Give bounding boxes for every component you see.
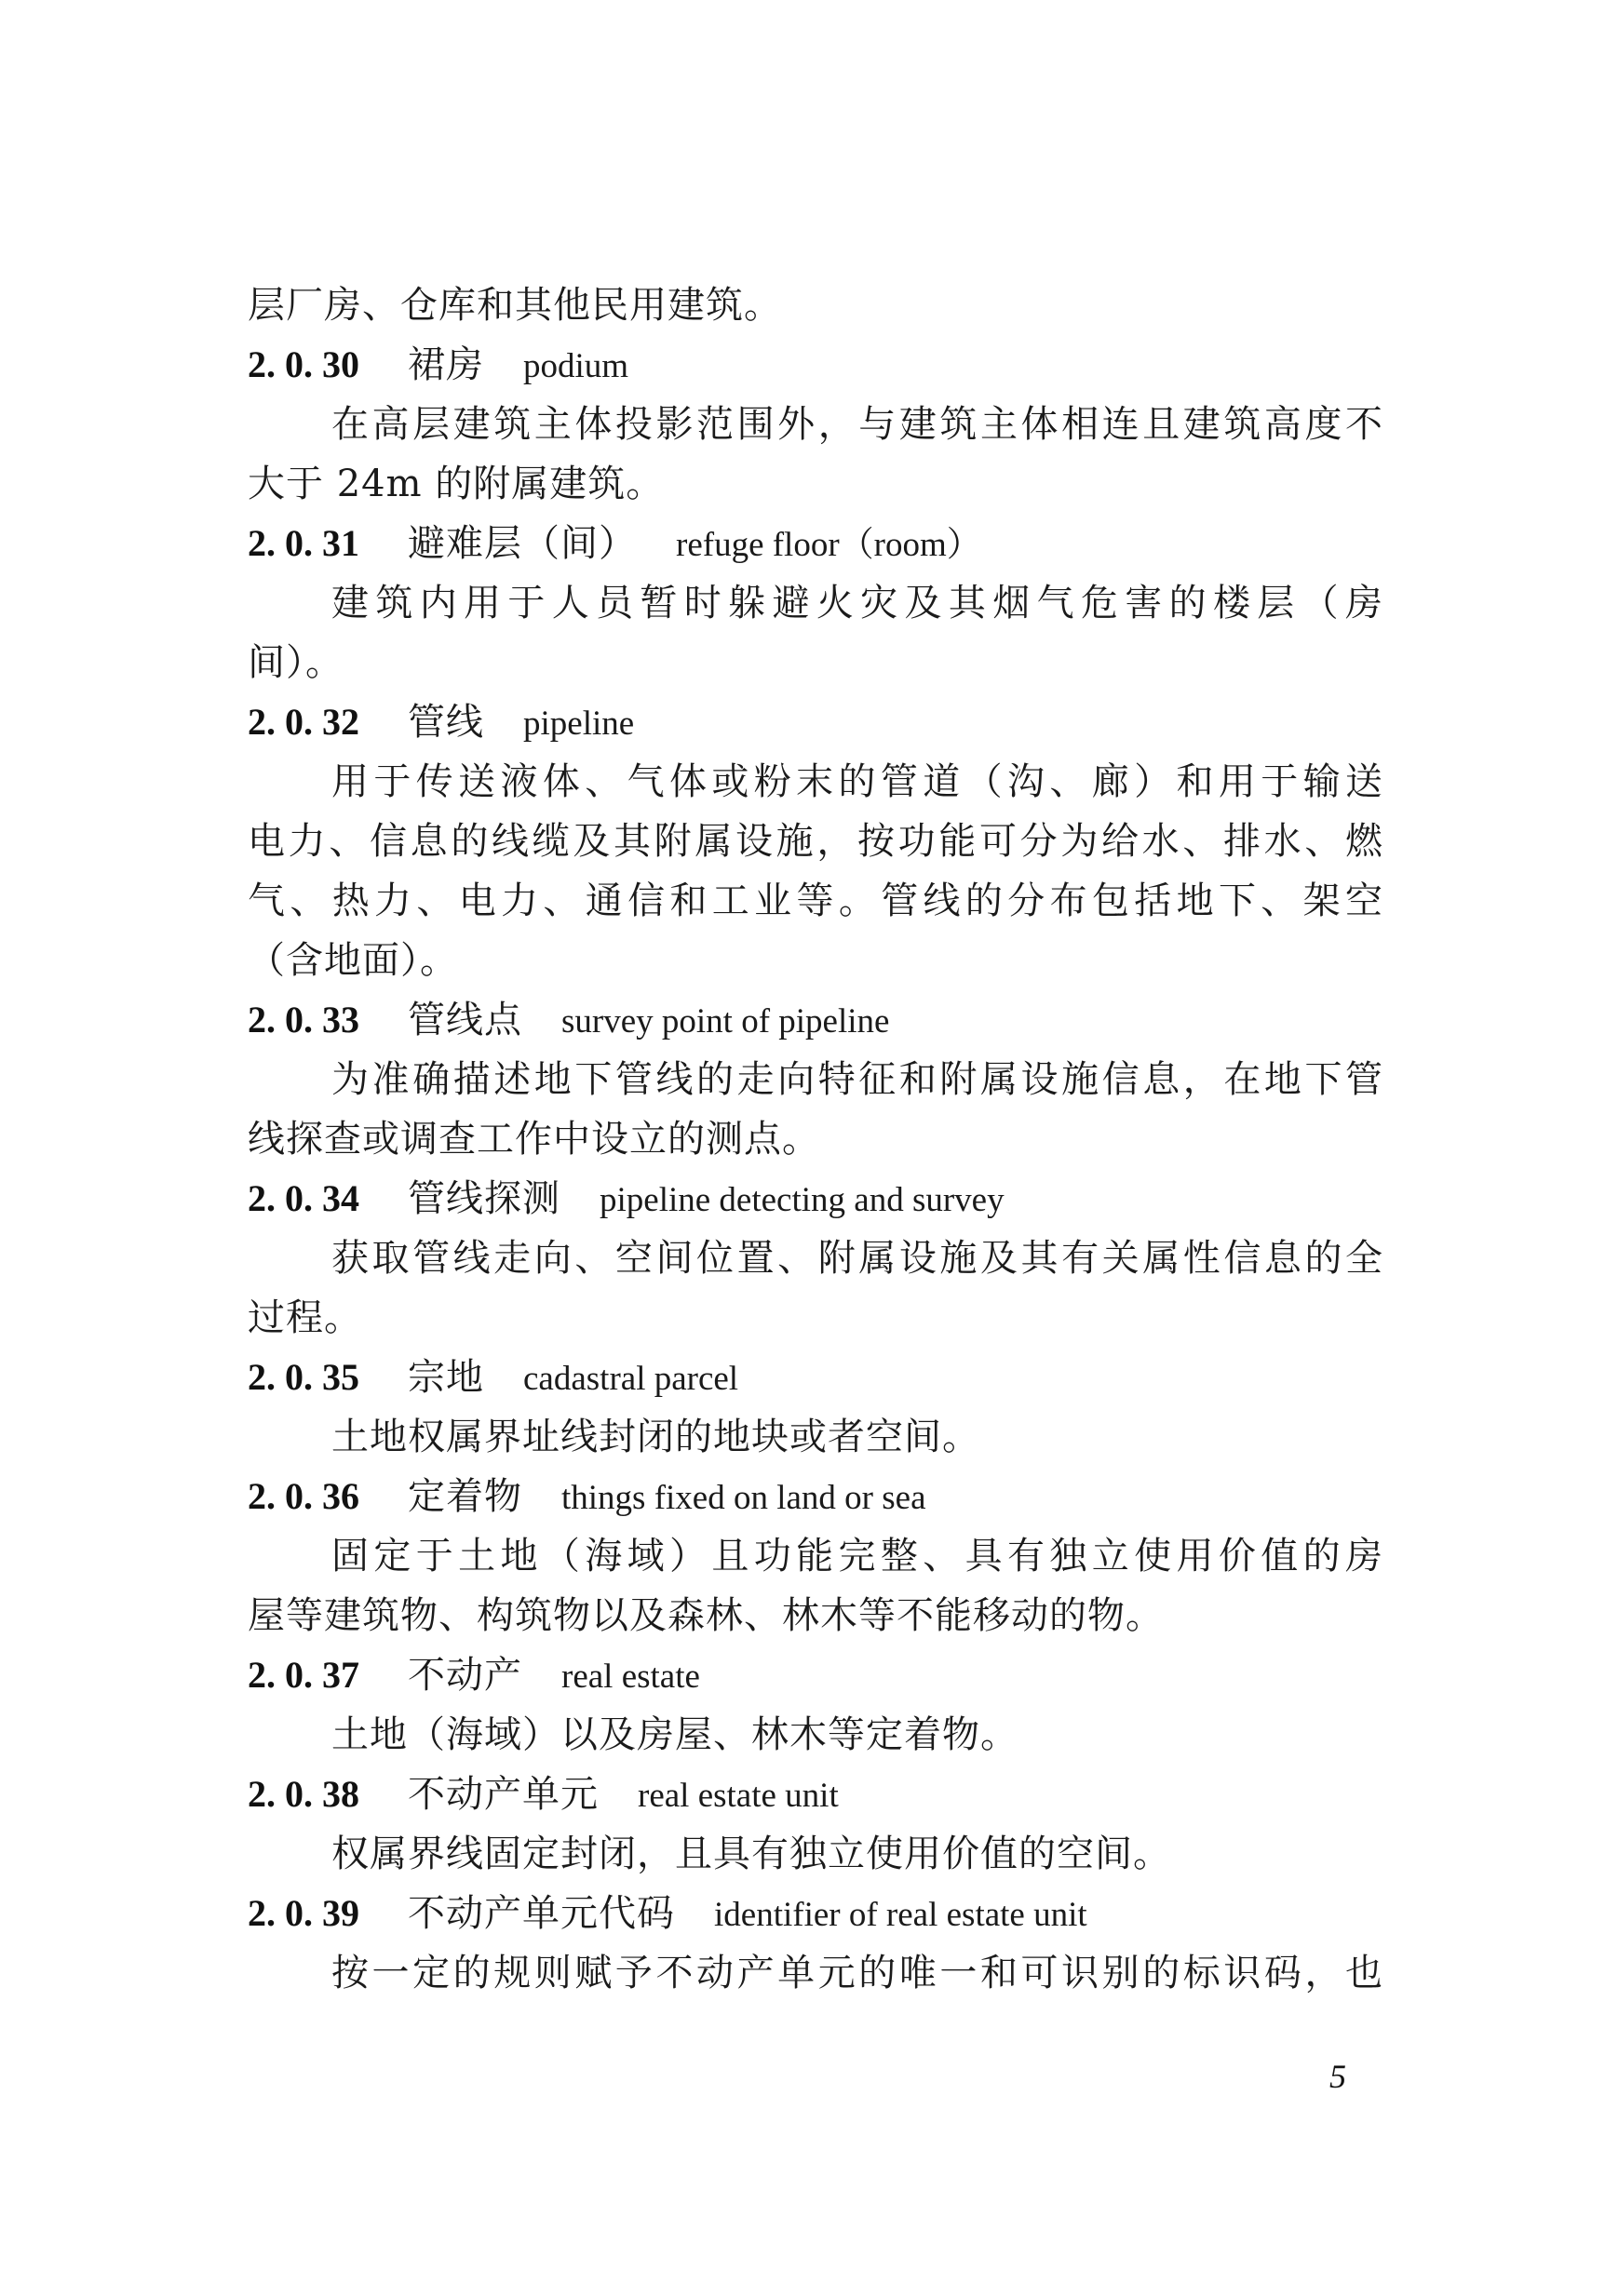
term-chinese: 管线点 (408, 999, 522, 1041)
term-english: real estate unit (638, 1777, 839, 1815)
term-english: things fixed on land or sea (561, 1479, 926, 1517)
definition-line: 固定于土地（海域）且功能完整、具有独立使用价值的房 (331, 1535, 1383, 1578)
definition-line: 电力、信息的线缆及其附属设施，按功能可分为给水、排水、燃 (248, 820, 1383, 863)
definition-line: 建筑内用于人员暂时躲避火灾及其烟气危害的楼层（房 (331, 582, 1383, 624)
term-english: cadastral parcel (523, 1360, 739, 1398)
definition-line: 屋等建筑物、构筑物以及森林、林木等不能移动的物。 (248, 1594, 1164, 1637)
definition-line: 权属界线固定封闭，且具有独立使用价值的空间。 (331, 1833, 1171, 1875)
term-number: 2. 0. 30 (248, 343, 359, 385)
term-english: pipeline (523, 705, 635, 743)
definition-line: 按一定的规则赋予不动产单元的唯一和可识别的标识码，也 (331, 1952, 1383, 1994)
term-heading (248, 990, 1383, 1050)
term-english: pipeline detecting and survey (600, 1181, 1005, 1219)
definition-line: 线探查或调查工作中设立的测点。 (248, 1118, 820, 1161)
term-number: 2. 0. 36 (248, 1475, 359, 1517)
term-heading (248, 1884, 1383, 1943)
definition-line: 土地（海域）以及房屋、林木等定着物。 (331, 1713, 1018, 1756)
term-number: 2. 0. 32 (248, 701, 359, 743)
term-chinese: 管线探测 (408, 1177, 560, 1220)
term-english: identifier of real estate unit (714, 1896, 1087, 1934)
term-chinese: 不动产单元代码 (408, 1892, 675, 1935)
term-number: 2. 0. 37 (248, 1654, 359, 1696)
definition-line: 气、热力、电力、通信和工业等。管线的分布包括地下、架空 (248, 879, 1383, 922)
term-number: 2. 0. 33 (248, 999, 359, 1041)
definition-line: 土地权属界址线封闭的地块或者空间。 (331, 1416, 980, 1458)
term-heading (248, 1348, 1383, 1407)
term-chinese: 不动产 (408, 1654, 522, 1697)
page-number: 5 (1329, 2058, 1346, 2095)
definition-line: 用于传送液体、气体或粉末的管道（沟、廊）和用于输送 (331, 760, 1383, 803)
term-heading (248, 692, 1383, 752)
definition-line: 过程。 (248, 1296, 362, 1339)
term-number: 2. 0. 39 (248, 1892, 359, 1934)
term-number: 2. 0. 38 (248, 1773, 359, 1815)
term-chinese: 避难层（间） (408, 522, 637, 565)
term-english: real estate (561, 1658, 700, 1696)
term-number: 2. 0. 31 (248, 522, 359, 564)
term-chinese: 定着物 (408, 1475, 522, 1518)
continuation-text: 层厂房、仓库和其他民用建筑。 (248, 284, 782, 327)
term-english: refuge floor（room） (676, 526, 981, 564)
term-chinese: 不动产单元 (408, 1773, 599, 1816)
term-heading (248, 1169, 1383, 1229)
term-heading (248, 1765, 1383, 1824)
term-heading (248, 514, 1383, 573)
term-number: 2. 0. 35 (248, 1356, 359, 1398)
definition-line: 间）。 (248, 641, 344, 684)
definition-line: 大于 24m 的附属建筑。 (248, 463, 665, 505)
definition-line: （含地面）。 (248, 939, 458, 982)
term-heading (248, 335, 1383, 395)
term-number: 2. 0. 34 (248, 1177, 359, 1219)
term-heading (248, 1645, 1383, 1705)
definition-line: 在高层建筑主体投影范围外，与建筑主体相连且建筑高度不 (331, 403, 1383, 446)
definition-line: 为准确描述地下管线的走向特征和附属设施信息，在地下管 (331, 1058, 1383, 1101)
term-heading (248, 1467, 1383, 1526)
definition-line: 获取管线走向、空间位置、附属设施及其有关属性信息的全 (331, 1237, 1383, 1280)
term-english: survey point of pipeline (561, 1002, 890, 1041)
term-chinese: 宗地 (408, 1356, 484, 1399)
term-chinese: 管线 (408, 701, 484, 744)
term-english: podium (523, 347, 629, 385)
term-chinese: 裙房 (408, 343, 484, 386)
